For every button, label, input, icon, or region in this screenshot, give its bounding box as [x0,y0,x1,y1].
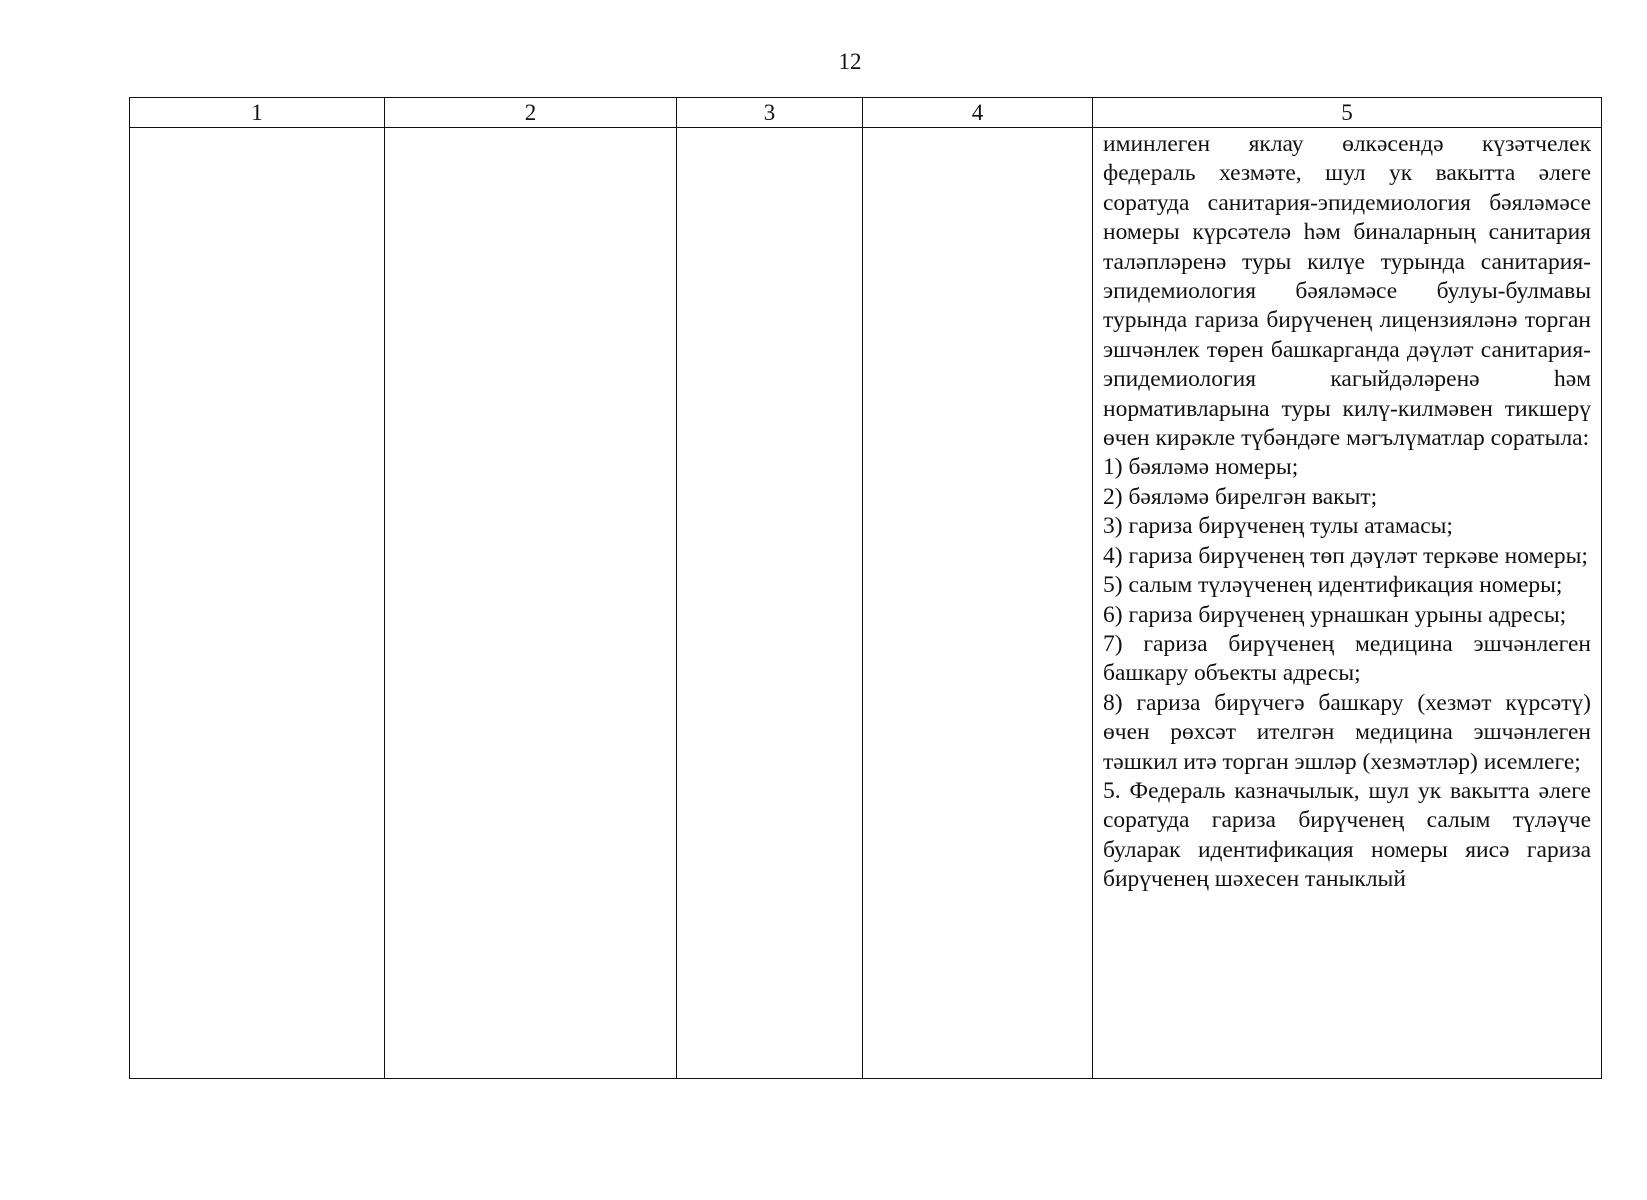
list-item-7: 7) гариза бирүченең медицина эшчәнлеген башкару объекты адресы; [1103,630,1591,687]
column-header-1: 1 [130,98,385,128]
col5-paragraph: иминлеген яклау өлкәсендә күзәтчелек федераль хезмәте, шул ук вакытта әлеге соратуда санитария-эпидемиология бәяләмәсе номеры күрсәтелә һәм биналарның санитария таләпләренә туры килүе турында санитария-эпидемиология бәяләмәсе булуы-булмавы турында гариза бирүченең лицензияләнә торган эшчәнлек төрен башкарганда дәүләт санитария-эпидемиология кагыйдәләренә һәм нормативларына туры килү-килмәвен тикшерү өчен кирәкле түбәндәге мәгълүматлар соратыла: [1103,131,1591,452]
column-header-4: 4 [863,98,1093,128]
list-item-8: 8) гариза бирүчегә башкару (хезмәт күрсәтү) өчен рөхсәт ителгән медицина эшчәнлеген тәшкил итә торган эшләр (хезмәтләр) исемлеге; [1103,689,1591,775]
list-item-3: 3) гариза бирүченең тулы атамасы; [1103,513,1453,540]
column-header-2: 2 [385,98,677,128]
list-item-1: 1) бәяләмә номеры; [1103,454,1299,481]
list-item-6: 6) гариза бирүченең урнашкан урыны адресы; [1103,601,1567,628]
col5-text-block [1093,128,1601,1078]
table-cell-col1 [130,128,385,1079]
column-header-3: 3 [677,98,863,128]
table-cell-col2 [385,128,677,1079]
page-number: 12 [838,49,862,74]
table-cell-col4 [863,128,1093,1079]
table-body-row [130,128,1602,1079]
list-item-4: 4) гариза бирүченең төп дәүләт теркәве номеры; [1103,542,1588,569]
table-cell-col5 [1093,128,1602,1079]
column-header-5: 5 [1093,98,1602,128]
section-5-paragraph: 5. Федераль казначылык, шул ук вакытта әлеге соратуда гариза бирүченең салым түләүче буларак идентификация номеры яисә гариза бирүченең шәхесен таныклый [1103,777,1591,893]
list-item-2: 2) бәяләмә бирелгән вакыт; [1103,483,1378,510]
table-header-row [130,98,1602,128]
table-cell-col3 [677,128,863,1079]
document-table [129,97,1602,1079]
list-item-5: 5) салым түләүченең идентификация номеры; [1103,572,1563,599]
